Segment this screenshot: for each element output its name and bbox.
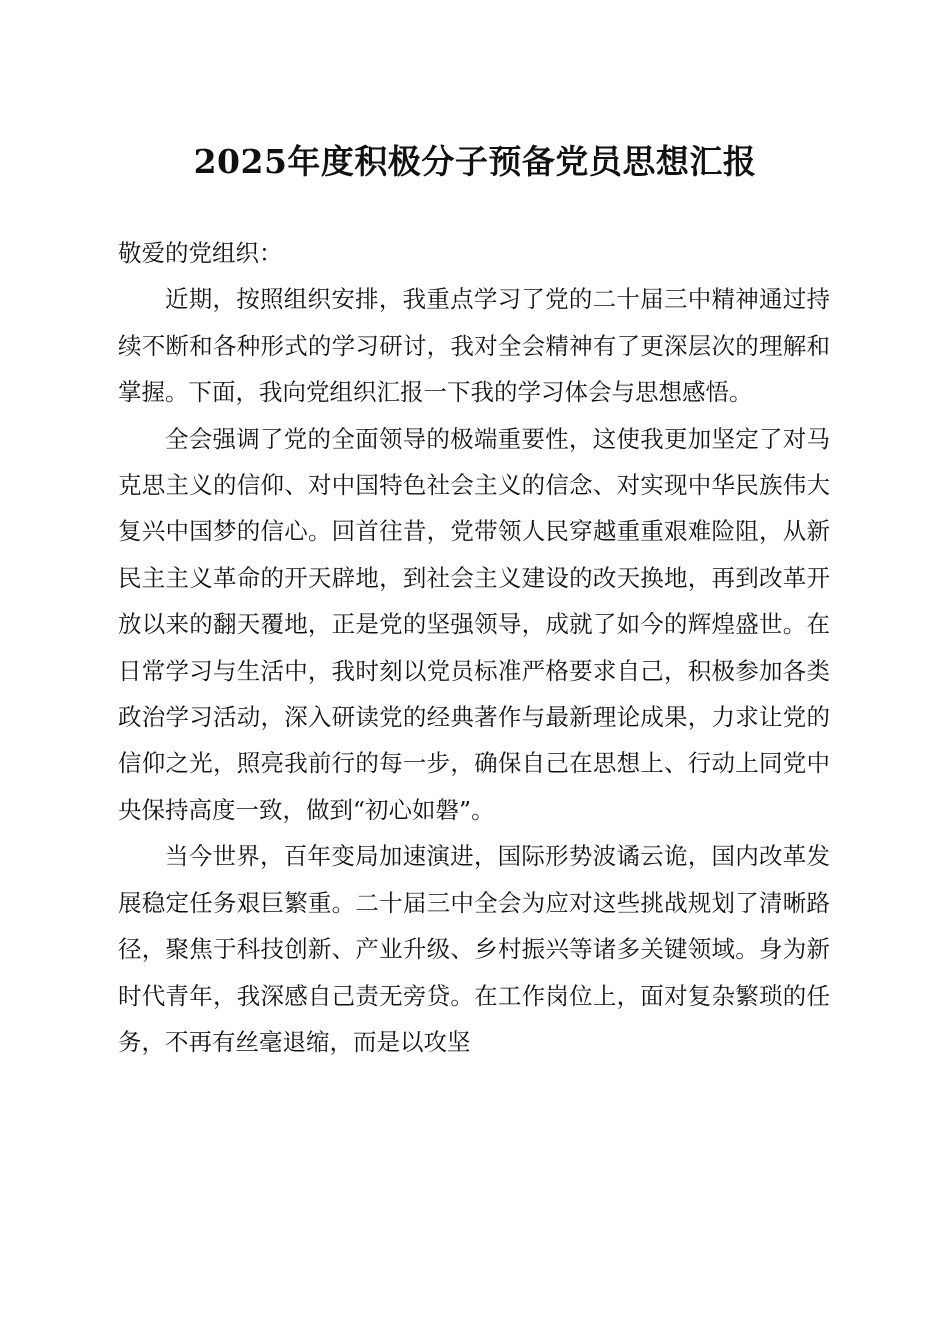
salutation: 敬爱的党组织：	[118, 239, 283, 267]
paragraph-1: 近期，按照组织安排，我重点学习了党的二十届三中精神通过持续不断和各种形式的学习研讨，我对全会精神有了更深层次的理解和掌握。下面，我向党组织汇报一下我的学习体会与思想感悟。	[118, 285, 830, 407]
document-body	[118, 230, 830, 1065]
paragraph-2: 全会强调了党的全面领导的极端重要性，这使我更加坚定了对马克思主义的信仰、对中国特色社会主义的信念、对实现中华民族伟大复兴中国梦的信心。回首往昔，党带领人民穿越重重艰难险阻，从新民主主义革命的开天辟地，到社会主义建设的改天换地，再到改革开放以来的翻天覆地，正是党的坚强领导，成就了如今的辉煌盛世。在日常学习与生活中，我时刻以党员标准严格要求自己，积极参加各类政治学习活动，深入研读党的经典著作与最新理论成果，力求让党的信仰之光，照亮我前行的每一步，确保自己在思想上、行动上同党中央保持高度一致，做到“初心如磐”。	[118, 424, 830, 824]
paragraph-3: 当今世界，百年变局加速演进，国际形势波谲云诡，国内改革发展稳定任务艰巨繁重。二十届三中全会为应对这些挑战规划了清晰路径，聚焦于科技创新、产业升级、乡村振兴等诸多关键领域。身为新时代青年，我深感自己责无旁贷。在工作岗位上，面对复杂繁琐的任务，不再有丝毫退缩，而是以攻坚	[118, 842, 830, 1056]
document-title: 2025年度积极分子预备党员思想汇报	[193, 142, 757, 181]
